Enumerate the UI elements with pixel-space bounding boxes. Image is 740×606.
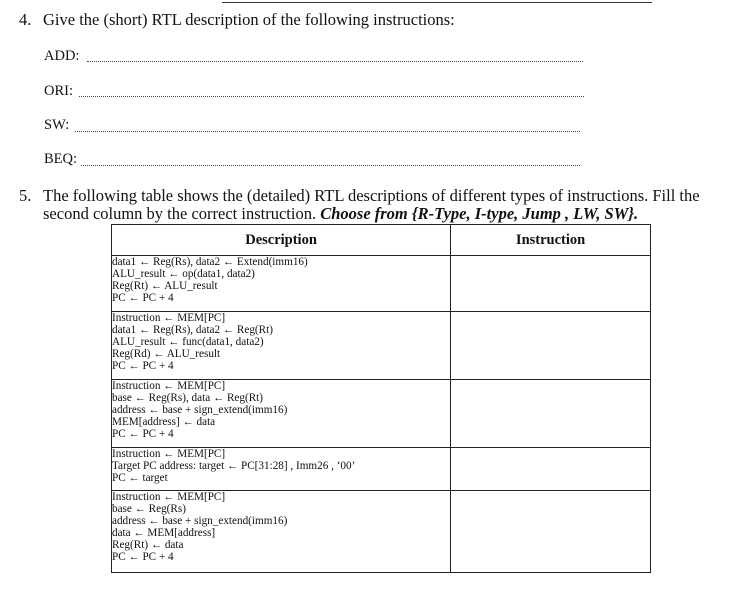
sw-label: SW:	[44, 117, 70, 133]
table-row	[112, 491, 651, 573]
question-5-instruction: second column by the correct instruction.	[43, 204, 321, 223]
table-row	[112, 312, 651, 380]
rtl-line: address ← base + sign_extend(imm16)	[112, 404, 288, 417]
instruction-answer-cell[interactable]	[451, 380, 651, 448]
rtl-line: data1 ← Reg(Rs), data2 ← Reg(Rt)	[112, 324, 273, 337]
description-cell	[112, 448, 451, 491]
rtl-line: Instruction ← MEM[PC]	[112, 448, 226, 460]
rtl-line: address ← base + sign_extend(imm16)	[112, 515, 288, 528]
rtl-line: base ← Reg(Rs), data ← Reg(Rt)	[112, 392, 263, 405]
top-divider	[222, 2, 652, 3]
add-answer-field[interactable]	[87, 61, 583, 62]
table-header-row	[112, 225, 651, 256]
description-cell	[112, 491, 451, 573]
question-5-choices: Choose from {R-Type, I-type, Jump , LW, SW}.	[320, 204, 639, 223]
sw-answer-field[interactable]	[75, 131, 580, 132]
question-4	[19, 10, 455, 30]
instruction-answer-cell[interactable]	[451, 491, 651, 573]
header-instruction: Instruction	[451, 225, 651, 256]
ori-answer-field[interactable]	[79, 96, 584, 97]
rtl-line: ALU_result ← func(data1, data2)	[112, 336, 264, 349]
description-cell	[112, 312, 451, 380]
rtl-line: Instruction ← MEM[PC]	[112, 380, 226, 392]
rtl-line: PC ← PC + 4	[112, 551, 174, 564]
rtl-line: data ← MEM[address]	[112, 527, 216, 540]
rtl-line: Reg(Rd) ← ALU_result	[112, 348, 221, 361]
question-5-line-2	[43, 204, 638, 224]
table-row	[112, 380, 651, 448]
rtl-line: Reg(Rt) ← ALU_result	[112, 280, 218, 293]
beq-label: BEQ:	[44, 151, 78, 167]
question-5-text: The following table shows the (detailed) RTL descriptions of different types of instructions. Fill the	[43, 186, 700, 205]
rtl-line: PC ← PC + 4	[112, 292, 174, 305]
description-cell	[112, 256, 451, 312]
rtl-line: PC ← PC + 4	[112, 360, 174, 373]
instruction-answer-cell[interactable]	[451, 448, 651, 491]
rtl-line: ALU_result ← op(data1, data2)	[112, 268, 255, 281]
instruction-answer-cell[interactable]	[451, 256, 651, 312]
instruction-answer-cell[interactable]	[451, 312, 651, 380]
rtl-line: MEM[address] ← data	[112, 416, 216, 429]
rtl-line: data1 ← Reg(Rs), data2 ← Extend(imm16)	[112, 256, 308, 268]
rtl-line: Target PC address: target ← PC[31:28] , Imm26 , ‘00’	[112, 460, 356, 473]
rtl-table	[111, 224, 651, 573]
rtl-line: PC ← target	[112, 472, 168, 485]
ori-label: ORI:	[44, 83, 73, 99]
question-5-number: 5.	[19, 186, 32, 205]
rtl-line: Instruction ← MEM[PC]	[112, 491, 226, 503]
rtl-line: Reg(Rt) ← data	[112, 539, 184, 552]
rtl-line: Instruction ← MEM[PC]	[112, 312, 226, 324]
rtl-line: PC ← PC + 4	[112, 428, 174, 441]
header-description: Description	[112, 225, 451, 256]
question-4-number: 4.	[19, 10, 32, 29]
question-5-line-1	[19, 186, 700, 206]
table-row	[112, 256, 651, 312]
table-row	[112, 448, 651, 491]
rtl-line: base ← Reg(Rs)	[112, 503, 186, 516]
beq-answer-field[interactable]	[81, 165, 580, 166]
description-cell	[112, 380, 451, 448]
question-4-text: Give the (short) RTL description of the following instructions:	[43, 10, 455, 29]
add-label: ADD:	[44, 48, 80, 64]
